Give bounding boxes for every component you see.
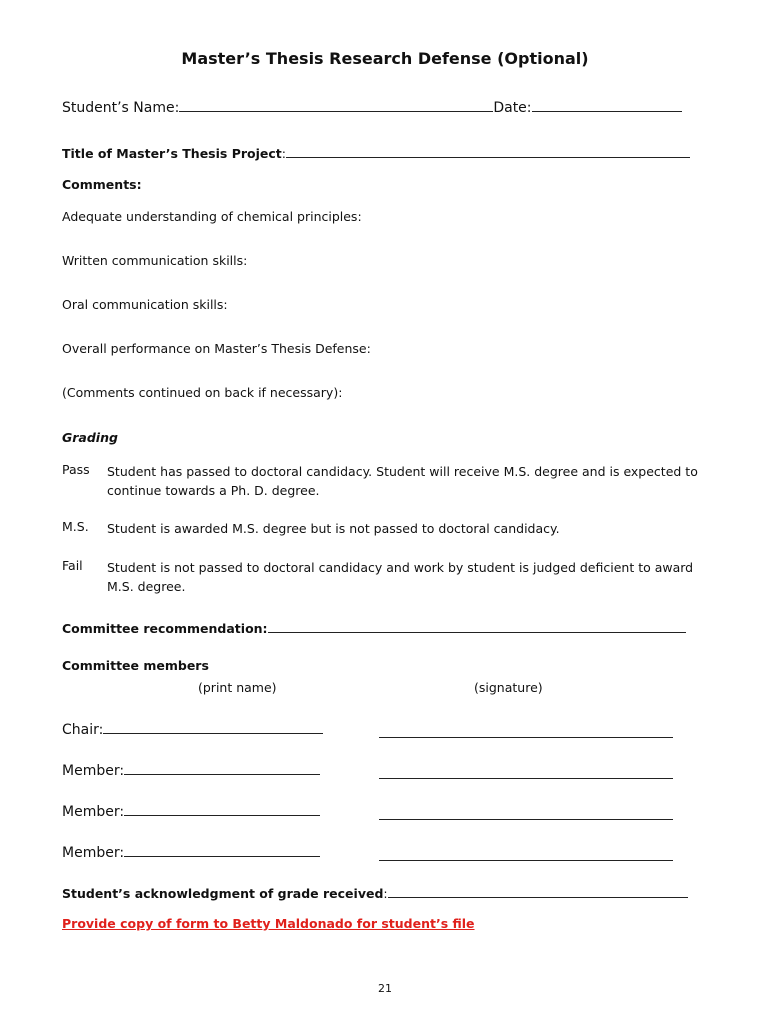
- grade-description: Student is not passed to doctoral candidacy and work by student is judged deficient to award M.S. degree.: [107, 560, 694, 594]
- comment-item: Oral communication skills:: [62, 297, 228, 312]
- committee-row-member: [62, 842, 320, 861]
- signature-field[interactable]: [379, 818, 673, 820]
- committee-role-label: Member:: [62, 804, 125, 820]
- committee-role-label: Member:: [62, 763, 125, 779]
- grade-term: Fail: [62, 558, 83, 573]
- acknowledgment-colon: :: [383, 886, 388, 901]
- print-name-field[interactable]: [124, 842, 320, 857]
- committee-role-label: Chair:: [62, 722, 104, 738]
- acknowledgment-row: [62, 883, 688, 901]
- signature-field[interactable]: [379, 777, 673, 779]
- grade-term: Pass: [62, 462, 90, 477]
- thesis-title-colon: :: [281, 146, 286, 161]
- committee-role-label: Member:: [62, 845, 125, 861]
- print-name-field[interactable]: [103, 719, 323, 734]
- committee-row-member: [62, 760, 320, 779]
- print-name-field[interactable]: [124, 760, 320, 775]
- committee-members-heading: Committee members: [62, 658, 209, 673]
- print-name-field[interactable]: [124, 801, 320, 816]
- student-name-field[interactable]: [179, 97, 493, 112]
- acknowledgment-field[interactable]: [388, 883, 688, 898]
- committee-row-chair: [62, 719, 323, 738]
- student-name-row: [62, 97, 682, 116]
- comment-item: Overall performance on Master’s Thesis Defense:: [62, 341, 371, 356]
- thesis-title-label: Title of Master’s Thesis Project: [62, 146, 282, 161]
- comment-item: Adequate understanding of chemical principles:: [62, 209, 362, 224]
- grade-term: M.S.: [62, 519, 89, 534]
- page-title: Master’s Thesis Research Defense (Optional): [181, 49, 589, 68]
- comments-heading: Comments:: [62, 177, 142, 192]
- committee-row-member: [62, 801, 320, 820]
- grade-description: Student has passed to doctoral candidacy. Student will receive M.S. degree and is expected to continue towards a Ph. D. degree.: [107, 464, 698, 498]
- signature-caption: (signature): [474, 680, 543, 695]
- grading-heading: Grading: [62, 430, 118, 445]
- acknowledgment-label: Student’s acknowledgment of grade received: [62, 886, 384, 901]
- page-number: 21: [378, 982, 392, 995]
- date-field[interactable]: [532, 97, 682, 112]
- comment-item: Written communication skills:: [62, 253, 248, 268]
- file-copy-notice: Provide copy of form to Betty Maldonado for student’s file: [62, 916, 475, 931]
- thesis-title-field[interactable]: [286, 143, 690, 158]
- comment-item: (Comments continued on back if necessary):: [62, 385, 343, 400]
- committee-recommendation-field[interactable]: [268, 618, 686, 633]
- signature-field[interactable]: [379, 859, 673, 861]
- student-name-label: Student’s Name:: [62, 100, 180, 116]
- signature-field[interactable]: [379, 736, 673, 738]
- grade-description: Student is awarded M.S. degree but is not passed to doctoral candidacy.: [107, 521, 560, 536]
- committee-recommendation-row: [62, 618, 686, 636]
- date-label: Date:: [493, 100, 532, 116]
- committee-recommendation-label: Committee recommendation:: [62, 621, 268, 636]
- print-name-caption: (print name): [198, 680, 277, 695]
- thesis-title-row: [62, 143, 690, 161]
